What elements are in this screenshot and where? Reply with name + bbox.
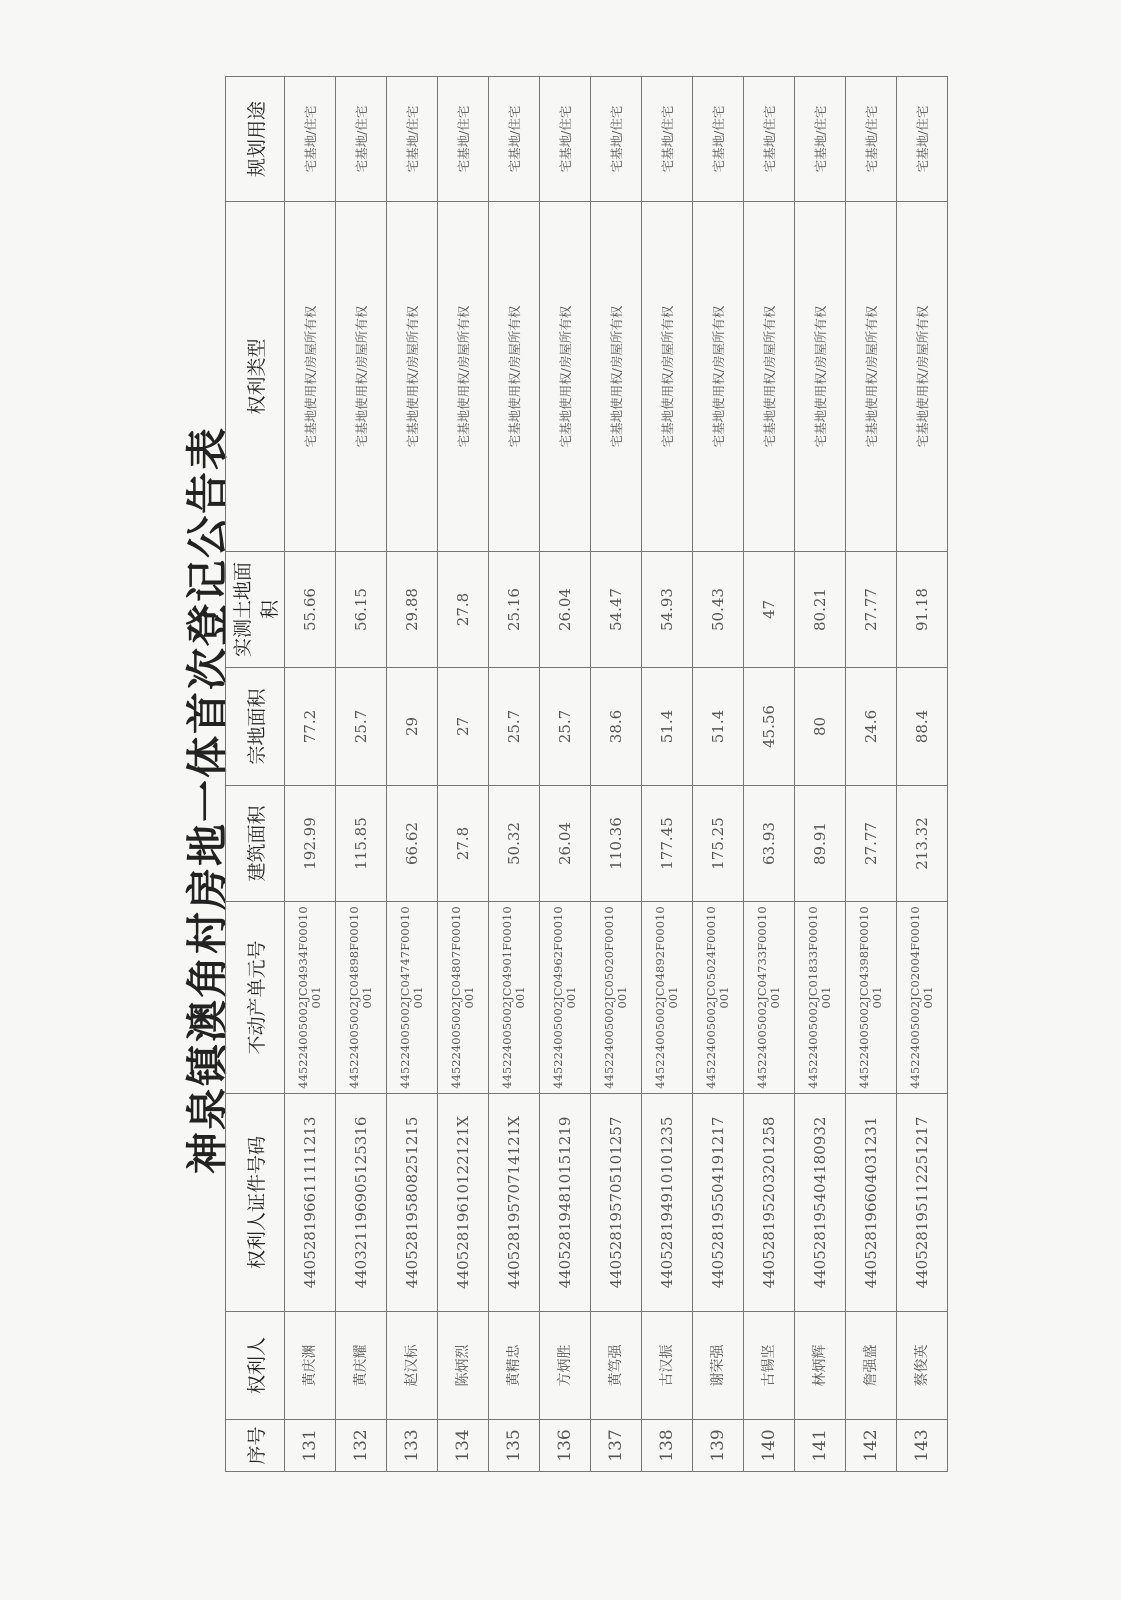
cell-unit-number: 445224005002JC01833F00010001 xyxy=(795,902,846,1094)
cell-planned-use: 宅基地/住宅 xyxy=(336,77,387,202)
cell-planned-use: 宅基地/住宅 xyxy=(285,77,336,202)
cell-seq: 141 xyxy=(795,1420,846,1472)
cell-id-number: 440528195404180932 xyxy=(795,1094,846,1312)
table-row xyxy=(387,77,438,1472)
cell-measured-land-area: 25.16 xyxy=(489,552,540,668)
cell-right-type: 宅基地使用权/房屋所有权 xyxy=(795,202,846,552)
cell-unit-number: 445224005002JC04398F00010001 xyxy=(846,902,897,1094)
cell-planned-use: 宅基地/住宅 xyxy=(897,77,948,202)
header-parcel-area: 宗地面积 xyxy=(226,668,285,786)
cell-owner: 黄庆耀 xyxy=(336,1312,387,1420)
cell-seq: 139 xyxy=(693,1420,744,1472)
cell-building-area: 213.32 xyxy=(897,786,948,902)
cell-owner: 黄庆渊 xyxy=(285,1312,336,1420)
cell-seq: 132 xyxy=(336,1420,387,1472)
header-building-area: 建筑面积 xyxy=(226,786,285,902)
cell-id-number: 440321196905125316 xyxy=(336,1094,387,1312)
cell-owner: 蔡俊英 xyxy=(897,1312,948,1420)
cell-unit-number: 445224005002JC04892F00010001 xyxy=(642,902,693,1094)
cell-unit-number: 445224005002JC02004F00010001 xyxy=(897,902,948,1094)
cell-building-area: 89.91 xyxy=(795,786,846,902)
cell-right-type: 宅基地使用权/房屋所有权 xyxy=(387,202,438,552)
cell-owner: 詹强盛 xyxy=(846,1312,897,1420)
cell-right-type: 宅基地使用权/房屋所有权 xyxy=(489,202,540,552)
cell-seq: 140 xyxy=(744,1420,795,1472)
table-row xyxy=(642,77,693,1472)
cell-seq: 138 xyxy=(642,1420,693,1472)
cell-building-area: 27.77 xyxy=(846,786,897,902)
header-seq: 序号 xyxy=(226,1420,285,1472)
cell-parcel-area: 88.4 xyxy=(897,668,948,786)
cell-measured-land-area: 26.04 xyxy=(540,552,591,668)
cell-owner: 谢荣强 xyxy=(693,1312,744,1420)
cell-parcel-area: 77.2 xyxy=(285,668,336,786)
cell-owner: 古汉振 xyxy=(642,1312,693,1420)
cell-parcel-area: 24.6 xyxy=(846,668,897,786)
cell-building-area: 27.8 xyxy=(438,786,489,902)
cell-parcel-area: 51.4 xyxy=(642,668,693,786)
cell-parcel-area: 25.7 xyxy=(489,668,540,786)
cell-parcel-area: 27 xyxy=(438,668,489,786)
cell-planned-use: 宅基地/住宅 xyxy=(489,77,540,202)
cell-id-number: 440528195808251215 xyxy=(387,1094,438,1312)
cell-id-number: 440528196611111213 xyxy=(285,1094,336,1312)
header-right-type: 权利类型 xyxy=(226,202,285,552)
cell-planned-use: 宅基地/住宅 xyxy=(591,77,642,202)
cell-measured-land-area: 55.66 xyxy=(285,552,336,668)
cell-right-type: 宅基地使用权/房屋所有权 xyxy=(285,202,336,552)
header-id-number: 权利人证件号码 xyxy=(226,1094,285,1312)
table-row xyxy=(846,77,897,1472)
cell-parcel-area: 29 xyxy=(387,668,438,786)
header-planned-use: 规划用途 xyxy=(226,77,285,202)
cell-unit-number: 445224005002JC04901F00010001 xyxy=(489,902,540,1094)
table-row xyxy=(438,77,489,1472)
cell-building-area: 177.45 xyxy=(642,786,693,902)
registration-table xyxy=(225,76,948,1472)
cell-building-area: 50.32 xyxy=(489,786,540,902)
cell-id-number: 440528194910101235 xyxy=(642,1094,693,1312)
cell-unit-number: 445224005002JC04807F00010001 xyxy=(438,902,489,1094)
cell-right-type: 宅基地使用权/房屋所有权 xyxy=(897,202,948,552)
cell-measured-land-area: 27.8 xyxy=(438,552,489,668)
table-row xyxy=(489,77,540,1472)
cell-building-area: 66.62 xyxy=(387,786,438,902)
cell-right-type: 宅基地使用权/房屋所有权 xyxy=(846,202,897,552)
table-row xyxy=(540,77,591,1472)
cell-unit-number: 445224005002JC04747F00010001 xyxy=(387,902,438,1094)
cell-planned-use: 宅基地/住宅 xyxy=(693,77,744,202)
table-row xyxy=(795,77,846,1472)
cell-owner: 黄笃强 xyxy=(591,1312,642,1420)
cell-owner: 古锡坚 xyxy=(744,1312,795,1420)
cell-measured-land-area: 27.77 xyxy=(846,552,897,668)
table-row xyxy=(591,77,642,1472)
header-measured-land-area: 实测土地面积 xyxy=(226,552,285,668)
cell-measured-land-area: 54.93 xyxy=(642,552,693,668)
cell-id-number: 440528196604031231 xyxy=(846,1094,897,1312)
cell-planned-use: 宅基地/住宅 xyxy=(387,77,438,202)
cell-owner: 黄精忠 xyxy=(489,1312,540,1420)
cell-seq: 143 xyxy=(897,1420,948,1472)
cell-unit-number: 445224005002JC05024F00010001 xyxy=(693,902,744,1094)
cell-building-area: 110.36 xyxy=(591,786,642,902)
cell-seq: 131 xyxy=(285,1420,336,1472)
cell-building-area: 26.04 xyxy=(540,786,591,902)
cell-parcel-area: 38.6 xyxy=(591,668,642,786)
cell-planned-use: 宅基地/住宅 xyxy=(846,77,897,202)
cell-id-number: 440528195705101257 xyxy=(591,1094,642,1312)
cell-parcel-area: 25.7 xyxy=(336,668,387,786)
table-body xyxy=(285,77,948,1472)
table-row xyxy=(285,77,336,1472)
header-unit-number: 不动产单元号 xyxy=(226,902,285,1094)
cell-planned-use: 宅基地/住宅 xyxy=(795,77,846,202)
cell-right-type: 宅基地使用权/房屋所有权 xyxy=(744,202,795,552)
cell-measured-land-area: 56.15 xyxy=(336,552,387,668)
cell-measured-land-area: 80.21 xyxy=(795,552,846,668)
cell-measured-land-area: 91.18 xyxy=(897,552,948,668)
cell-seq: 133 xyxy=(387,1420,438,1472)
table-header-row xyxy=(226,77,285,1472)
table-row xyxy=(897,77,948,1472)
cell-seq: 142 xyxy=(846,1420,897,1472)
cell-seq: 137 xyxy=(591,1420,642,1472)
cell-parcel-area: 45.56 xyxy=(744,668,795,786)
cell-building-area: 115.85 xyxy=(336,786,387,902)
cell-right-type: 宅基地使用权/房屋所有权 xyxy=(336,202,387,552)
cell-owner: 方炳胜 xyxy=(540,1312,591,1420)
cell-unit-number: 445224005002JC04962F00010001 xyxy=(540,902,591,1094)
cell-owner: 陈炳烈 xyxy=(438,1312,489,1420)
table-row xyxy=(336,77,387,1472)
cell-owner: 赵汉标 xyxy=(387,1312,438,1420)
cell-measured-land-area: 29.88 xyxy=(387,552,438,668)
cell-id-number: 44052819610122121X xyxy=(438,1094,489,1312)
cell-id-number: 44052819570714121X xyxy=(489,1094,540,1312)
cell-building-area: 175.25 xyxy=(693,786,744,902)
table-row xyxy=(744,77,795,1472)
cell-right-type: 宅基地使用权/房屋所有权 xyxy=(540,202,591,552)
cell-measured-land-area: 54.47 xyxy=(591,552,642,668)
cell-measured-land-area: 50.43 xyxy=(693,552,744,668)
cell-unit-number: 445224005002JC04733F00010001 xyxy=(744,902,795,1094)
cell-building-area: 192.99 xyxy=(285,786,336,902)
cell-right-type: 宅基地使用权/房屋所有权 xyxy=(438,202,489,552)
cell-planned-use: 宅基地/住宅 xyxy=(642,77,693,202)
cell-id-number: 440528195504191217 xyxy=(693,1094,744,1312)
cell-right-type: 宅基地使用权/房屋所有权 xyxy=(591,202,642,552)
cell-planned-use: 宅基地/住宅 xyxy=(438,77,489,202)
cell-unit-number: 445224005002JC04898F00010001 xyxy=(336,902,387,1094)
cell-right-type: 宅基地使用权/房屋所有权 xyxy=(642,202,693,552)
cell-seq: 136 xyxy=(540,1420,591,1472)
cell-planned-use: 宅基地/住宅 xyxy=(744,77,795,202)
cell-seq: 134 xyxy=(438,1420,489,1472)
table-row xyxy=(693,77,744,1472)
cell-building-area: 63.93 xyxy=(744,786,795,902)
cell-unit-number: 445224005002JC04934F00010001 xyxy=(285,902,336,1094)
cell-id-number: 440528195112251217 xyxy=(897,1094,948,1312)
cell-id-number: 440528195203201258 xyxy=(744,1094,795,1312)
cell-measured-land-area: 47 xyxy=(744,552,795,668)
cell-planned-use: 宅基地/住宅 xyxy=(540,77,591,202)
cell-parcel-area: 25.7 xyxy=(540,668,591,786)
cell-right-type: 宅基地使用权/房屋所有权 xyxy=(693,202,744,552)
cell-parcel-area: 80 xyxy=(795,668,846,786)
document-title: 神泉镇澳角村房地一体首次登记公告表 xyxy=(183,426,232,1175)
cell-seq: 135 xyxy=(489,1420,540,1472)
cell-parcel-area: 51.4 xyxy=(693,668,744,786)
cell-owner: 林炳辉 xyxy=(795,1312,846,1420)
cell-id-number: 440528194810151219 xyxy=(540,1094,591,1312)
cell-unit-number: 445224005002JC05020F00010001 xyxy=(591,902,642,1094)
header-owner: 权利人 xyxy=(226,1312,285,1420)
